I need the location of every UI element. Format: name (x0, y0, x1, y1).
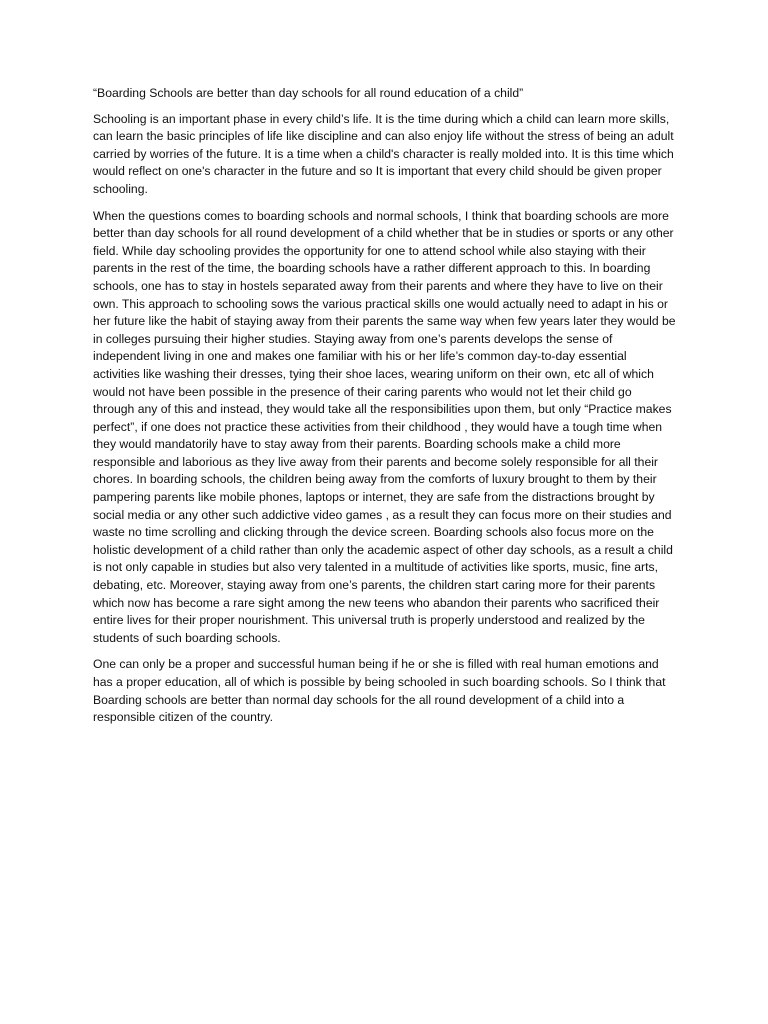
paragraph-conclusion: One can only be a proper and successful human being if he or she is filled with real human emotions and has a proper education, all of which is possible by being schooled in such boarding schools. So I think that Boarding schools are better than normal day schools for the all round development of a child into a responsible citizen of the country. (93, 657, 666, 725)
document-title: “Boarding Schools are better than day schools for all round education of a child” (93, 86, 524, 100)
document-body (93, 85, 676, 736)
paragraph-intro: Schooling is an important phase in every child’s life. It is the time during which a child can learn more skills, can learn the basic principles of life like discipline and can also enjoy life without the stress of being an adult carried by worries of the future. It is a time when a child's character is really molded into. It is this time which would reflect on one's character in the future and so It is important that every child should be given proper schooling. (93, 111, 674, 196)
paragraph-argument: When the questions comes to boarding schools and normal schools, I think that boarding schools are more better than day schools for all round development of a child whether that be in studies or sports or any other field. While day schooling provides the opportunity for one to attend school while also staying with their parents in the rest of the time, the boarding schools have a rather different approach to this. In boarding schools, one has to stay in hostels separated away from their parents and where they have to live on their own. This approach to schooling sows the various practical skills one would actually need to adapt in his or her future like the habit of staying away from their parents the same way when few years later they would be in colleges pursuing their higher studies. Staying away from one’s parents develops the sense of independent living in one and makes one familiar with his or her life’s common day-to-day essential activities like washing their dresses, tying their shoe laces, wearing uniform on their own, etc all of which would not have been possible in the presence of their caring parents who would not let their child go through any of this and instead, they would take all the responsibilities upon them, but only “Practice makes perfect”, if one does not practice these activities from their childhood , they would have a tough time when they would mandatorily have to stay away from their parents. Boarding schools make a child more responsible and laborious as they live away from their parents and become solely responsible for all their chores. In boarding schools, the children being away from the comforts of luxury brought to them by their pampering parents like mobile phones, laptops or internet, they are safe from the distractions brought by social media or any other such addictive video games , as a result they can focus more on their studies and waste no time scrolling and clicking through the device screen. Boarding schools also focus more on the holistic development of a child rather than only the academic aspect of other day schools, as a result a child is not only capable in studies but also very talented in a multitude of activities like sports, music, fine arts, debating, etc. Moreover, staying away from one’s parents, the children start caring more for their parents which now has become a rare sight among the new teens who abandon their parents who sacrificed their entire lives for their proper nourishment. This universal truth is properly understood and realized by the students of such boarding schools. (93, 208, 676, 645)
